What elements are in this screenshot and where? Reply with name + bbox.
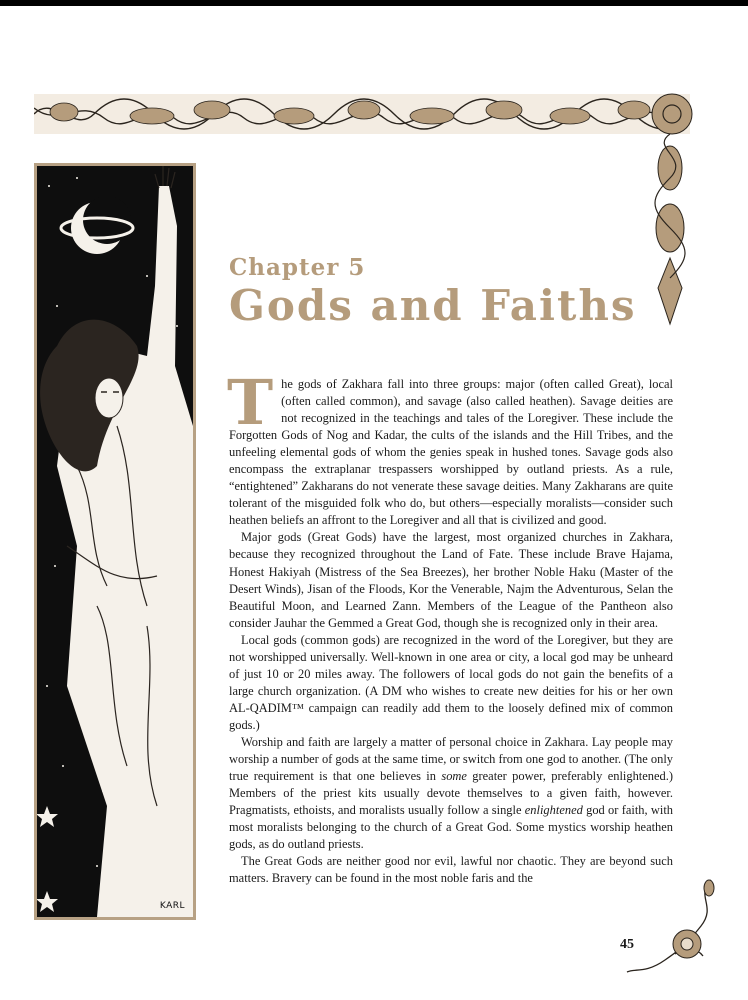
goddess-illustration <box>34 163 196 920</box>
paragraph <box>229 734 673 853</box>
paragraph: Local gods (common gods) are recognized in the word of the Loregiver, but they are not worshipped universally. Well-known in one area or city, a local god may be unheard of just 10 or 20 miles away. The followers of local gods do not gain the benefits of a large church organization. (A DM who wishes to create new deities for his or her own AL-QADIM™ campaign can readily add them to the loosely defined mix of common gods.) <box>229 632 673 732</box>
top-black-bar <box>0 0 748 6</box>
vine-border-corner-ornament <box>640 88 700 328</box>
emphasis-text: enlightened <box>524 803 583 818</box>
drop-cap: T <box>227 366 274 439</box>
paragraph: Major gods (Great Gods) have the largest, most organized churches in Zakhara, because they recognized throughout the Land of Fate. These include Brave Hajama, Honest Hakiyah (Mistress of the Sea Breezes), her brother Noble Haku (Master of the Desert Winds), Jisan of the Floods, Kor the Venerable, Najm the Adventurous, Selan the Beautiful Moon, and Learned Zann. Members of the League of the Pantheon also consider Jauhar the Gemmed a Great God, though she is recognized only in their area. <box>229 530 673 630</box>
body-text <box>227 366 674 887</box>
paragraph-text: he gods of Zakhara fall into three groups: major (often called Great), local (often called common), and savage (also called heathen). Savage deities are not recognized in the teachings and tales of the Loregiver. These include the Forgotten Gods of Nog and Kadar, the cults of the islands and the Hill Tribes, and the unfeeling elemental gods of whom the genies speak in hushed tones. Savage gods also encompass the extraplanar trespassers worshipped by outland priests. As a rule, “entightened” Zakharans do not venerate these savage deities. Many Zakharans are quite tolerant of the misguided folk who do, but others—especially moralists—consider such heathen beliefs an affront to the Loregiver and all that is civilized and good. <box>229 377 673 528</box>
illustration-art <box>37 166 193 917</box>
chapter-title: Gods and Faiths <box>229 281 637 330</box>
paragraph-text: greater power, preferably enlightened.) Members of the priest kits usually devote themselves to a given faith, however. Pragmatists, ethoists, and moralists usually follow a single <box>229 769 673 818</box>
vine-border-ornament <box>34 88 690 140</box>
paragraph-text: god or faith, with most moralists belonging to the church of a Great God. Some mystics worship heathen gods, as do outland priests. <box>229 803 674 852</box>
emphasis-text: some <box>441 769 467 784</box>
paragraph: The Great Gods are neither good nor evil, lawful nor chaotic. They are beyond such matters. Bravery can be found in the most noble faris and the <box>229 854 673 886</box>
floral-corner-ornament <box>625 876 725 976</box>
page-number: 45 <box>620 937 634 952</box>
paragraph-text: Worship and faith are largely a matter of personal choice in Zakhara. Lay people may worship a number of gods at the same time, or switch from one god to another. (The only true requirement is that one believes in <box>229 734 673 784</box>
artist-signature: KARL <box>159 901 185 911</box>
paragraph <box>227 366 673 529</box>
chapter-number: Chapter 5 <box>229 254 366 281</box>
